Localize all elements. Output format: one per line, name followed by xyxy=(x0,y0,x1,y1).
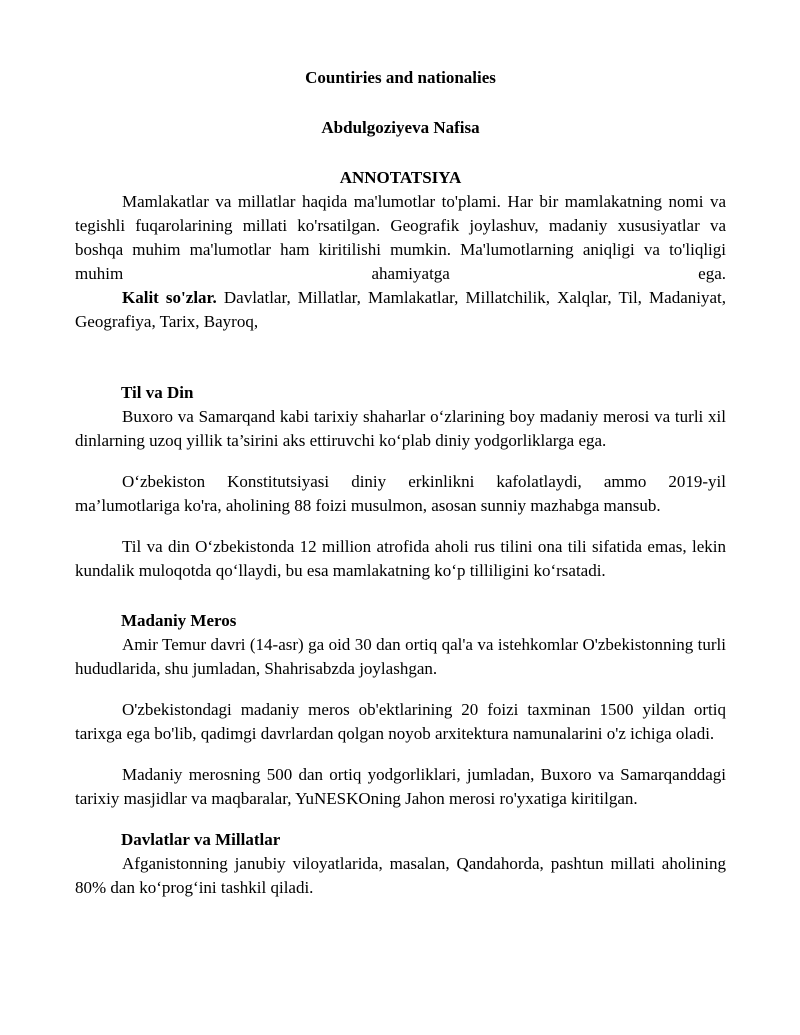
section-paragraph: Madaniy merosning 500 dan ortiq yodgorliklari, jumladan, Buxoro va Samarqanddagi tarixiy masjidlar va maqbaralar, YuNESKOning Jahon merosi ro'yxatiga kiritilgan. xyxy=(75,765,726,808)
section-paragraph: Afganistonning janubiy viloyatlarida, masalan, Qandahorda, pashtun millati aholining 80% dan ko‘prog‘ini tashkil qiladi. xyxy=(75,854,726,897)
document-page xyxy=(75,66,726,900)
section-paragraph: Buxoro va Samarqand kabi tarixiy shaharlar o‘zlarining boy madaniy merosi va turli xil dinlarning uzoq yillik ta’sirini aks ettiruvchi ko‘plab diniy yodgorliklarga ega. xyxy=(75,407,726,450)
keywords-paragraph xyxy=(75,286,726,334)
section-paragraph: O'zbekistondagi madaniy meros ob'ektlarining 20 foizi taxminan 1500 yildan ortiq tarixga ega bo'lib, qadimgi davrlardan qolgan noyob arxitektura namunalarini o'z ichiga oladi. xyxy=(75,700,726,743)
section-heading: Madaniy Meros xyxy=(121,611,237,630)
author-name: Abdulgoziyeva Nafisa xyxy=(321,118,480,137)
section-paragraph: O‘zbekiston Konstitutsiyasi diniy erkinlikni kafolatlaydi, ammo 2019-yil ma’lumotlariga ko'ra, aholining 88 foizi musulmon, asosan sunniy mazhabga mansub. xyxy=(75,472,726,515)
annotation-text: Mamlakatlar va millatlar haqida ma'lumotlar to'plami. Har bir mamlakatning nomi va tegishli fuqarolarining millati ko'rsatilgan. Geografik joylashuv, madaniy xususiyatlar va boshqa muhim ma'lumotlar ham kiritilishi mumkin. Ma'lumotlarning aniqligi va to'liqligi muhim ahamiyatga ega. xyxy=(75,192,726,283)
section-madaniy-meros xyxy=(75,609,726,811)
section-paragraph: Amir Temur davri (14-asr) ga oid 30 dan ortiq qal'a va istehkomlar O'zbekistonning turli hududlarida, shu jumladan, Shahrisabzda joylashgan. xyxy=(75,635,726,678)
document-title: Countiries and nationalies xyxy=(305,68,496,87)
section-heading: Davlatlar va Millatlar xyxy=(121,830,281,849)
section-paragraph: Til va din O‘zbekistonda 12 million atrofida aholi rus tilini ona tili sifatida emas, lekin kundalik muloqotda qo‘llaydi, bu esa mamlakatning ko‘p tilliligini ko‘rsatadi. xyxy=(75,537,726,580)
section-davlatlar-va-millatlar xyxy=(75,828,726,900)
section-til-va-din xyxy=(75,381,726,583)
keywords-list: Davlatlar, Millatlar, Mamlakatlar, Millatchilik, Xalqlar, Til, Madaniyat, Geografiya, Tarix, Bayroq, xyxy=(75,288,726,331)
keywords-label: Kalit so'zlar. xyxy=(122,288,217,307)
annotation-heading: ANNOTATSIYA xyxy=(339,168,462,187)
section-heading: Til va Din xyxy=(121,383,194,402)
